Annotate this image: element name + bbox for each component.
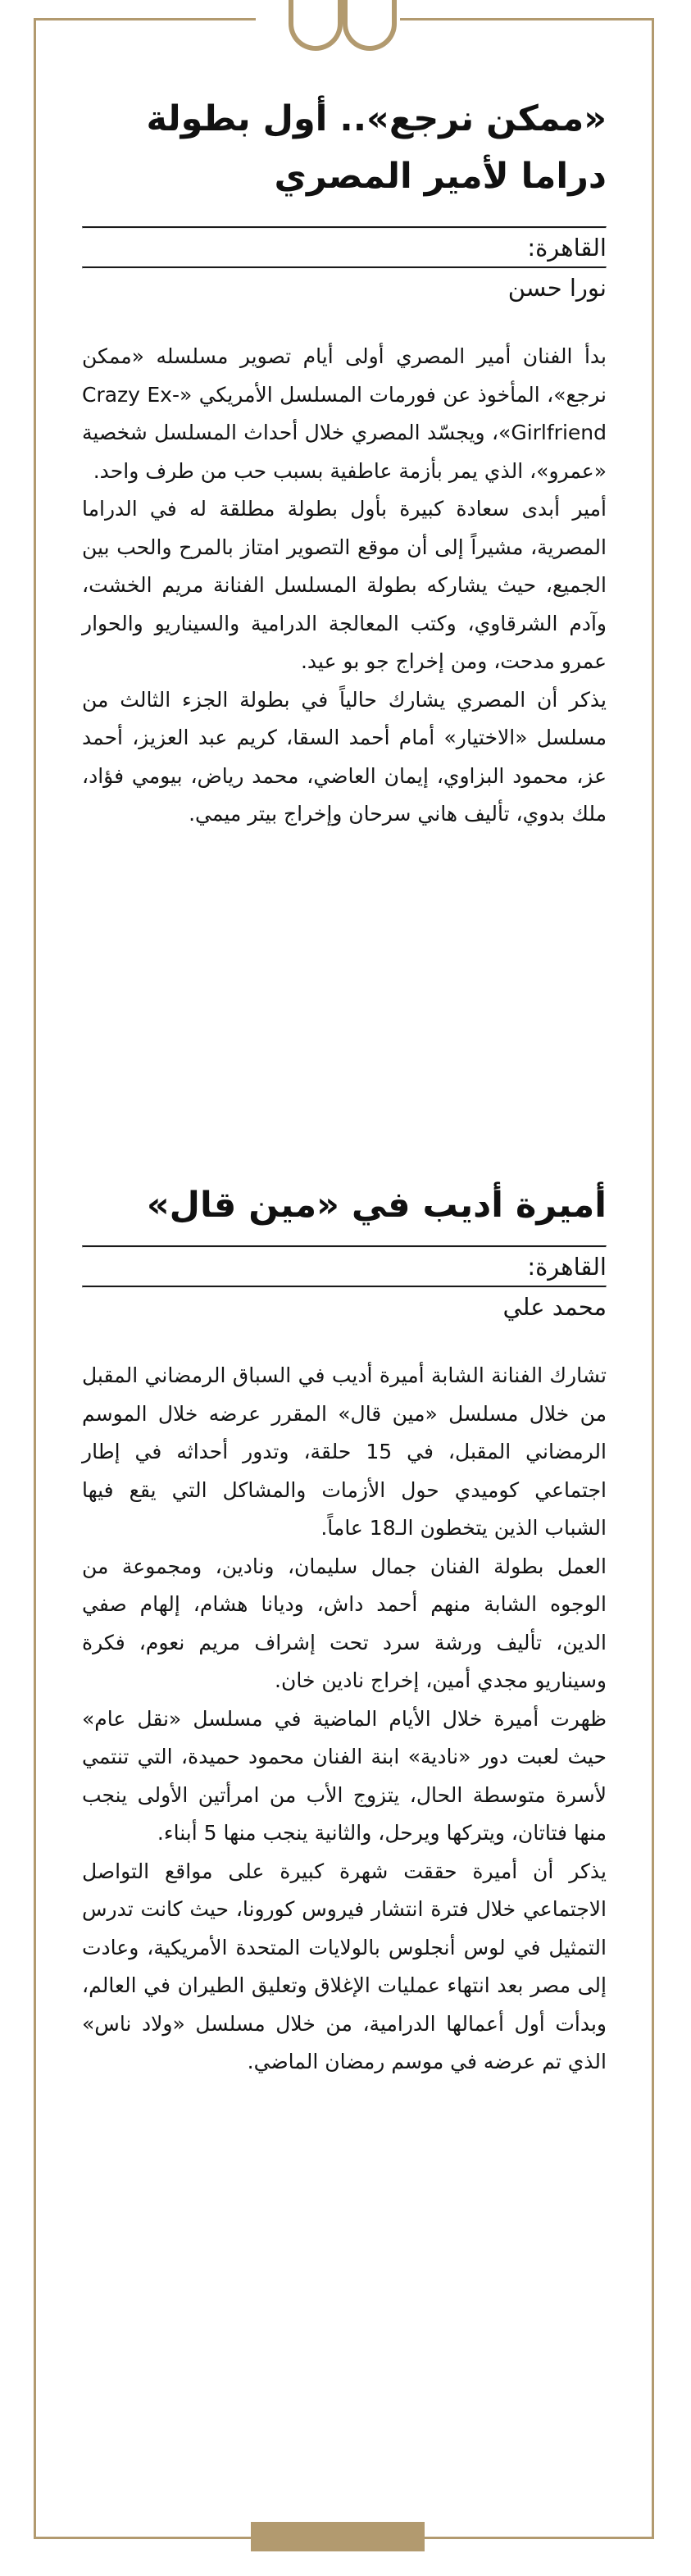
article-one xyxy=(82,90,607,834)
headline: أميرة أديب في «مين قال» xyxy=(146,1185,607,1226)
headline: «ممكن نرجع».. أول بطولة دراما لأمير المصري xyxy=(146,98,607,197)
paragraph: يذكر أن المصري يشارك حالياً في بطولة الجزء الثالث من مسلسل «الاختيار» أمام أحمد السقا، كريم عبد العزيز، أحمد عز، محمود البزاوي، إيمان العاضي، محمد رياض، بيومي فؤاد، ملك بدوي، تأليف هاني سرحان وإخراج بيتر ميمي. xyxy=(82,687,607,826)
paragraph: يذكر أن أميرة حققت شهرة كبيرة على مواقع التواصل الاجتماعي خلال فترة انتشار فيروس كورونا، حيث كانت تدرس التمثيل في لوس أنجلوس بالولايات المتحدة الأمريكية، وعادت إلى مصر بعد انتهاء عمليات الإغلاق وتعليق الطيران في العالم، وبدأت أول أعمالها الدرامية، من خلال مسلسل «ولاد ناس» الذي تم عرضه في موسم رمضان الماضي. xyxy=(82,1859,607,2073)
dateline: القاهرة: xyxy=(527,1253,607,1281)
paragraph: بدأ الفنان أمير المصري أولى أيام تصوير مسلسله «ممكن نرجع»، المأخوذ عن فورمات المسلسل الأمريكي «Crazy Ex-Girlfriend»، ويجسّد المصري خلال أحداث المسلسل شخصية «عمرو»، الذي يمر بأزمة عاطفية بسبب حب من طرف واحد. xyxy=(82,344,607,483)
bottom-decorative-bar xyxy=(251,2522,425,2551)
paragraph: أمير أبدى سعادة كبيرة بأول بطولة مطلقة له في الدراما المصرية، مشيراً إلى أن موقع التصوير امتاز بالمرح والحب بين الجميع، حيث يشاركه بطولة المسلسل الفنانة مريم الخشت، وآدم الشرقاوي، وكتب المعالجة الدرامية والسيناريو والحوار عمرو مدحت، ومن إخراج جو بو عيد. xyxy=(82,497,607,673)
article-body xyxy=(82,338,607,834)
article-two xyxy=(82,1176,607,2082)
paragraph: العمل بطولة الفنان جمال سليمان، ونادين، ومجموعة من الوجوه الشابة منهم أحمد داش، وديانا هشام، إلهام صفي الدين، تأليف ورشة سرد تحت إشراف مريم نعوم، فكرة وسيناريو مجدي أمين، إخراج نادين خان. xyxy=(82,1554,607,1692)
paragraph: ظهرت أميرة خلال الأيام الماضية في مسلسل «نقل عام» حيث لعبت دور «نادية» ابنة الفنان محمود حميدة، التي تنتمي لأسرة متوسطة الحال، يتزوج الأب من امرأتين الأولى ينجب منها فتاتان، ويتركها ويرحل، والثانية ينجب منها 5 أبناء. xyxy=(82,1706,607,1845)
article-body xyxy=(82,1357,607,2082)
paragraph: تشارك الفنانة الشابة أميرة أديب في السباق الرمضاني المقبل من خلال مسلسل «مين قال» المقرر عرضه خلال الموسم الرمضاني المقبل، في 15 حلقة، وتدور أحداثه في إطار اجتماعي كوميدي حول الأزمات والمشاكل التي يقع فيها الشباب الذين يتخطون الـ18 عاماً. xyxy=(82,1363,607,1540)
dateline: القاهرة: xyxy=(527,234,607,262)
author-name: محمد علي xyxy=(502,1293,607,1321)
author-name: نورا حسن xyxy=(507,274,607,302)
